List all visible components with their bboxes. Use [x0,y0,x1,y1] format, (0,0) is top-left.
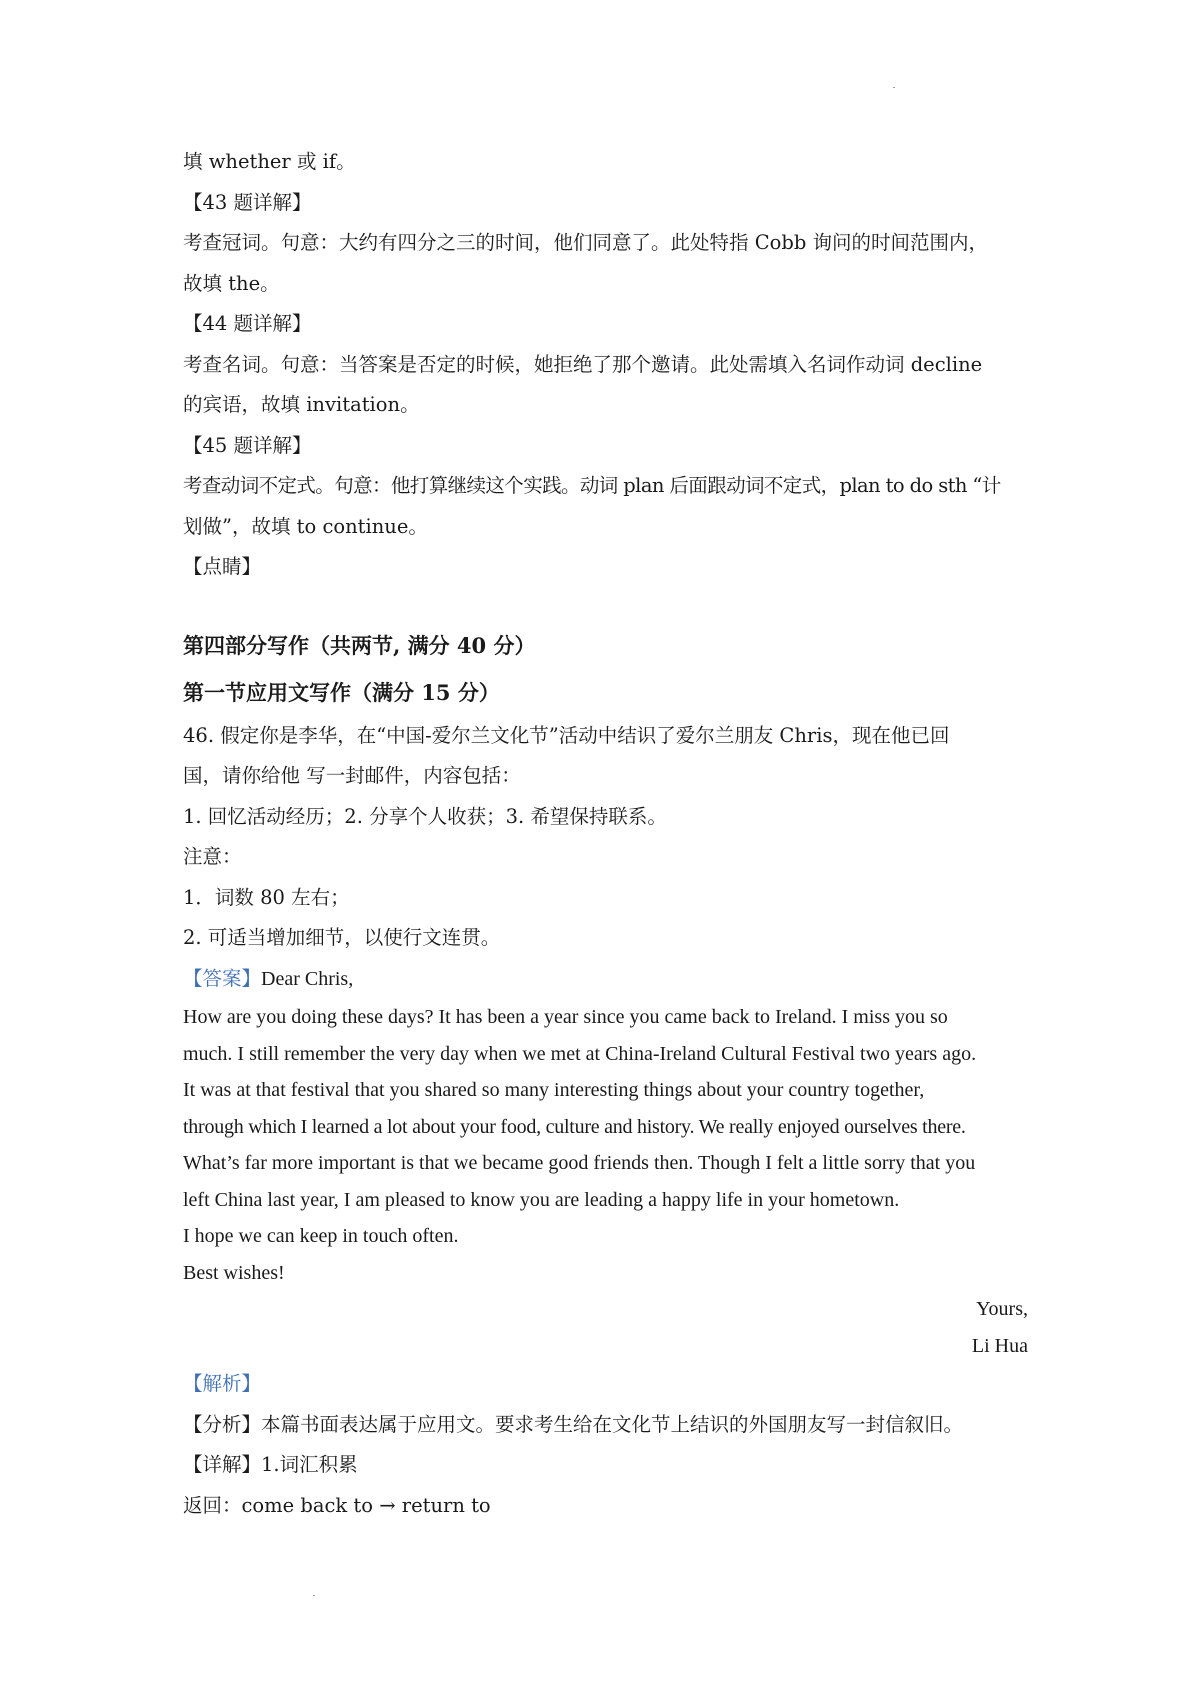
note-1: 1．词数 80 左右； [183,885,350,909]
page-content [183,142,1028,1526]
analysis-fenxi: 【分析】本篇书面表达属于应用文。要求考生给在文化节上结识的外国朋友写一封信叙旧。 [183,1412,964,1436]
answer-header [183,959,1028,1000]
answer-body-line: through which I learned a lot about your food, culture and history. We really enjoyed ourselves there. [183,1115,966,1138]
answer-greeting: Dear Chris, [261,967,354,990]
q44-title: 【44 题详解】 [183,312,312,335]
dianjing-label: 【点睛】 [183,555,262,578]
scan-speck [313,1595,315,1596]
q46-line-1: 46. 假定你是李华，在“中国-爱尔兰文化节”活动中结识了爱尔兰朋友 Chris，现在他已回 [183,723,950,747]
section1-heading: 第一节应用文写作（满分 15 分） [183,679,500,705]
q43-line-1: 考查冠词。句意：大约有四分之三的时间，他们同意了。此处特指 Cobb 询问的时间范围内， [183,231,989,254]
q45-line-2: 划做”，故填 to continue。 [183,514,428,538]
answer-label: 【答案】 [183,966,262,990]
q43-title: 【43 题详解】 [183,190,312,214]
note-2: 2. 可适当增加细节，以使行文连贯。 [183,926,501,949]
q45-line-1: 考查动词不定式。句意：他打算继续这个实践。动词 plan 后面跟动词不定式，plan to do sth “计 [183,474,1001,497]
intro-line: 填 whether 或 if。 [183,150,356,173]
answer-body-line: How are you doing these days? It has been a year since you came back to Ireland. I miss you so [183,1006,948,1028]
answer-body-line: much. I still remember the very day when we met at China-Ireland Cultural Festival two years ago. [183,1042,977,1065]
answer-body-line: I hope we can keep in touch often. [183,1225,459,1247]
answer-body-line: It was at that festival that you shared so many interesting things about your country together, [183,1079,925,1101]
q46-line-3: 1. 回忆活动经历；2. 分享个人收获；3. 希望保持联系。 [183,804,667,828]
analysis-xiangjie: 【详解】1.词汇积累 [183,1453,358,1476]
answer-body-line: left China last year, I am pleased to know you are leading a happy life in your hometown. [183,1188,900,1211]
q43-line-2: 故填 the。 [183,271,280,295]
scan-speck [893,87,895,88]
answer-closing: Yours, [976,1298,1028,1320]
q44-line-1: 考查名词。句意：当答案是否定的时候，她拒绝了那个邀请。此处需填入名词作动词 decline [183,352,983,376]
q44-line-2: 的宾语，故填 invitation。 [183,393,420,416]
part4-heading: 第四部分写作（共两节, 满分 40 分） [183,632,536,658]
answer-body-line: Best wishes! [183,1261,285,1284]
answer-body-line: What’s far more important is that we became good friends then. Though I felt a little sorry that you [183,1152,976,1174]
answer-signature: Li Hua [971,1334,1028,1357]
vocab-line-1: 返回：come back to → return to [183,1493,491,1517]
analysis-label: 【解析】 [183,1372,262,1395]
q46-line-2: 国，请你给他 写一封邮件，内容包括： [183,764,521,787]
note-label: 注意： [183,845,242,868]
q45-title: 【45 题详解】 [183,433,312,457]
